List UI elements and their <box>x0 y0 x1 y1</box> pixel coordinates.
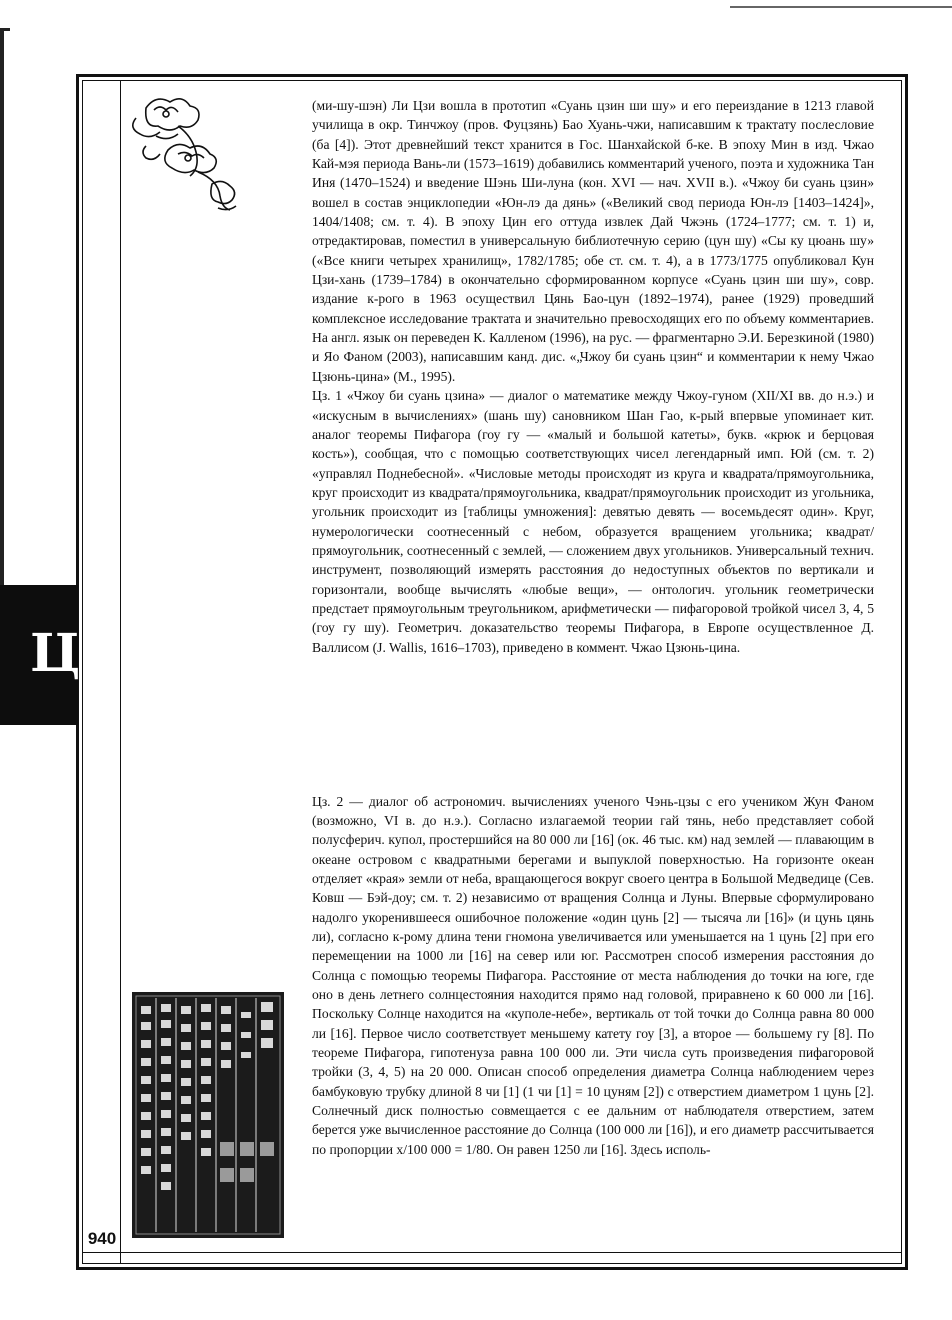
paragraph-2: Цз. 1 «Чжоу би суань цзина» — диалог о математике между Чжоу-гуном (XII/XI вв. до н.э.) и «искусным в вычислениях» (шань шу) сановником Шан Гао, к-рый впервые упоминает кит. аналог теоремы Пифагора (гоу гу — «малый и большой катеты», букв. «крюк и берцовая кость»), сообщая, что с помощью соответствующих чисел легендарный имп. Юй (см. т. 2) «управлял Поднебесной». «Числовые методы происходят из круга и квадрата/прямоугольника, круг происходит из квадрата/прямоугольника, квадрат/прямоугольник происходит из угольника, угольник происходит из [таблицы умножения]: девятью девять — восемьдесят один». Круг, нумерологически соотнесенный с небом, образуется вращением угольника; квадрат/прямоугольник, соотнесенный с землей, — сложением двух угольников. Универсальный технич. инструмент, позволяющий измерять расстояния до недоступных объектов по вертикали и горизонтали, вообще вычислять «любые вещи», — онтологич. угольник геометрически предстает прямоугольным треугольником, арифметически — пифагоровой тройкой чисел 3, 4, 5 (гоу гу шу). Геометрич. доказательство теоремы Пифагора, в Европе осуществленное Д. Валлисом (J. Wallis, 1616–1703), приведено в коммент. Чжао Цзюнь-цина. <box>312 388 874 655</box>
page-number: 940 <box>87 1229 117 1248</box>
top-rule <box>730 6 952 8</box>
section-letter: Ц <box>30 623 81 684</box>
manuscript-illustration-icon <box>132 992 284 1238</box>
article-text-bottom <box>312 778 874 1173</box>
article-text-top <box>312 96 874 657</box>
chinese-manuscript-image <box>132 992 284 1238</box>
left-edge-rule <box>0 28 4 588</box>
footer-divider <box>82 1252 902 1253</box>
left-edge-tick <box>0 28 10 31</box>
margin-divider <box>120 80 121 1264</box>
cloud-scroll-ornament-icon <box>126 88 246 220</box>
paragraph-1: (ми-шу-шэн) Ли Цзи вошла в прототип «Суань цзин ши шу» и его переиздание в 1213 главой училища в окр. Тинчжоу (пров. Фуцзянь) Бао Хуань-чжи, написавшим к трактату послесловие (ба [4]). Этот древнейший текст хранится в Гос. Шанхайской б-ке. В эпоху Мин в изд. Чжао Кай-мэя периода Вань-ли (1573–1619) добавились комментарий ученого, поэта и художника Тан Иня (1470–1524) и введение Шэнь Ши-луна (кон. XVI — нач. XVII в.). «Чжоу би суань цзин» вошел в состав энциклопедии «Юн-лэ да дянь» («Великий свод периода Юн-лэ [1403–1424]», 1404/1408; см. т. 4). В эпоху Цин его оттуда извлек Дай Чжэнь (1724–1777; см. т. 1) и, отредактировав, поместил в универсальную библиотечную серию (цун шу) «Сы ку цюань шу» («Все книги четырех хранилищ», 1782/1785; обе ст. см. т. 4), а в 1773/1775 опубликовал Кун Цзи-хань (1739–1784) в окончательно сформированном корпусе «Суань цзин ши шу», совр. издание к-рого в 1963 осуществил Цянь Бао-цун (1892–1974), ранее (1929) проведший комплексное исследование трактата и значительно превосходящих его по объему комментариев. На англ. язык он переведен К. Калленом (1996), на рус. — фрагментарно Э.И. Березкиной (1980) и Яо Фаном (2003), написавшим канд. дис. «„Чжоу би суань цзин“ и комментарии к нему Чжао Цзюнь-цина» (М., 1995). <box>312 98 874 384</box>
paragraph-3: Цз. 2 — диалог об астрономич. вычислениях ученого Чэнь-цзы с его учеником Жун Фаном (возможно, VI в. до н.э.). Согласно излагаемой теории гай тянь, небо представляет собой полусферич. купол, простершийся на 80 000 ли [16] (ок. 46 тыс. км) над землей — плавающим в океане островом с квадратными берегами и выпуклой поверхностью. На горизонте океан отделяет «края» земли от неба, вращающегося вокруг своего центра в Большой Медведице (Сев. Ковш — Бэй-доу; см. т. 2) независимо от вращения Солнца и Луны. Впервые сформулировано надолго укоренившееся ошибочное положение «один цунь [2] — тысяча ли [16]» (и цунь цянь ли), согласно к-рому длина тени гномона увеличивается или уменьшается на 1 цунь [2] при его перемещении на 1000 ли [16] на север или юг. Рассмотрен способ измерения расстояния до Солнца с помощью теоремы Пифагора. Расстояние от места наблюдения до точки на юге, где оно в день летнего солнцестояния находится прямо над головой, приравнено к 60 000 ли [16]. Поскольку Солнце находится на «куполе-небе», вертикаль от той точки до Солнца равна 80 000 ли [16]. Первое число соответствует меньшему катету гоу [3], а второе — большему гу [8]. По теореме Пифагора, гипотенуза равна 100 000 ли. Эти числа суть произведения пифагоровой тройки (3, 4, 5) на 20 000. Описан способ определения диаметра Солнца наблюдением через бамбуковую трубку длиной 8 чи [1] (1 чи [1] = 10 цуням [2]) с отверстием диаметром 1 цунь [2]. Солнечный диск полностью совмещается с ее дальним от наблюдателя отверстием, затем берется уже вычисленное расстояние до Солнца (100 000 ли [16]), и его диаметр рассчитывается по пропорции x/100 000 = 1/80. Он равен 1250 ли [16]. Здесь исполь- <box>312 793 874 1157</box>
